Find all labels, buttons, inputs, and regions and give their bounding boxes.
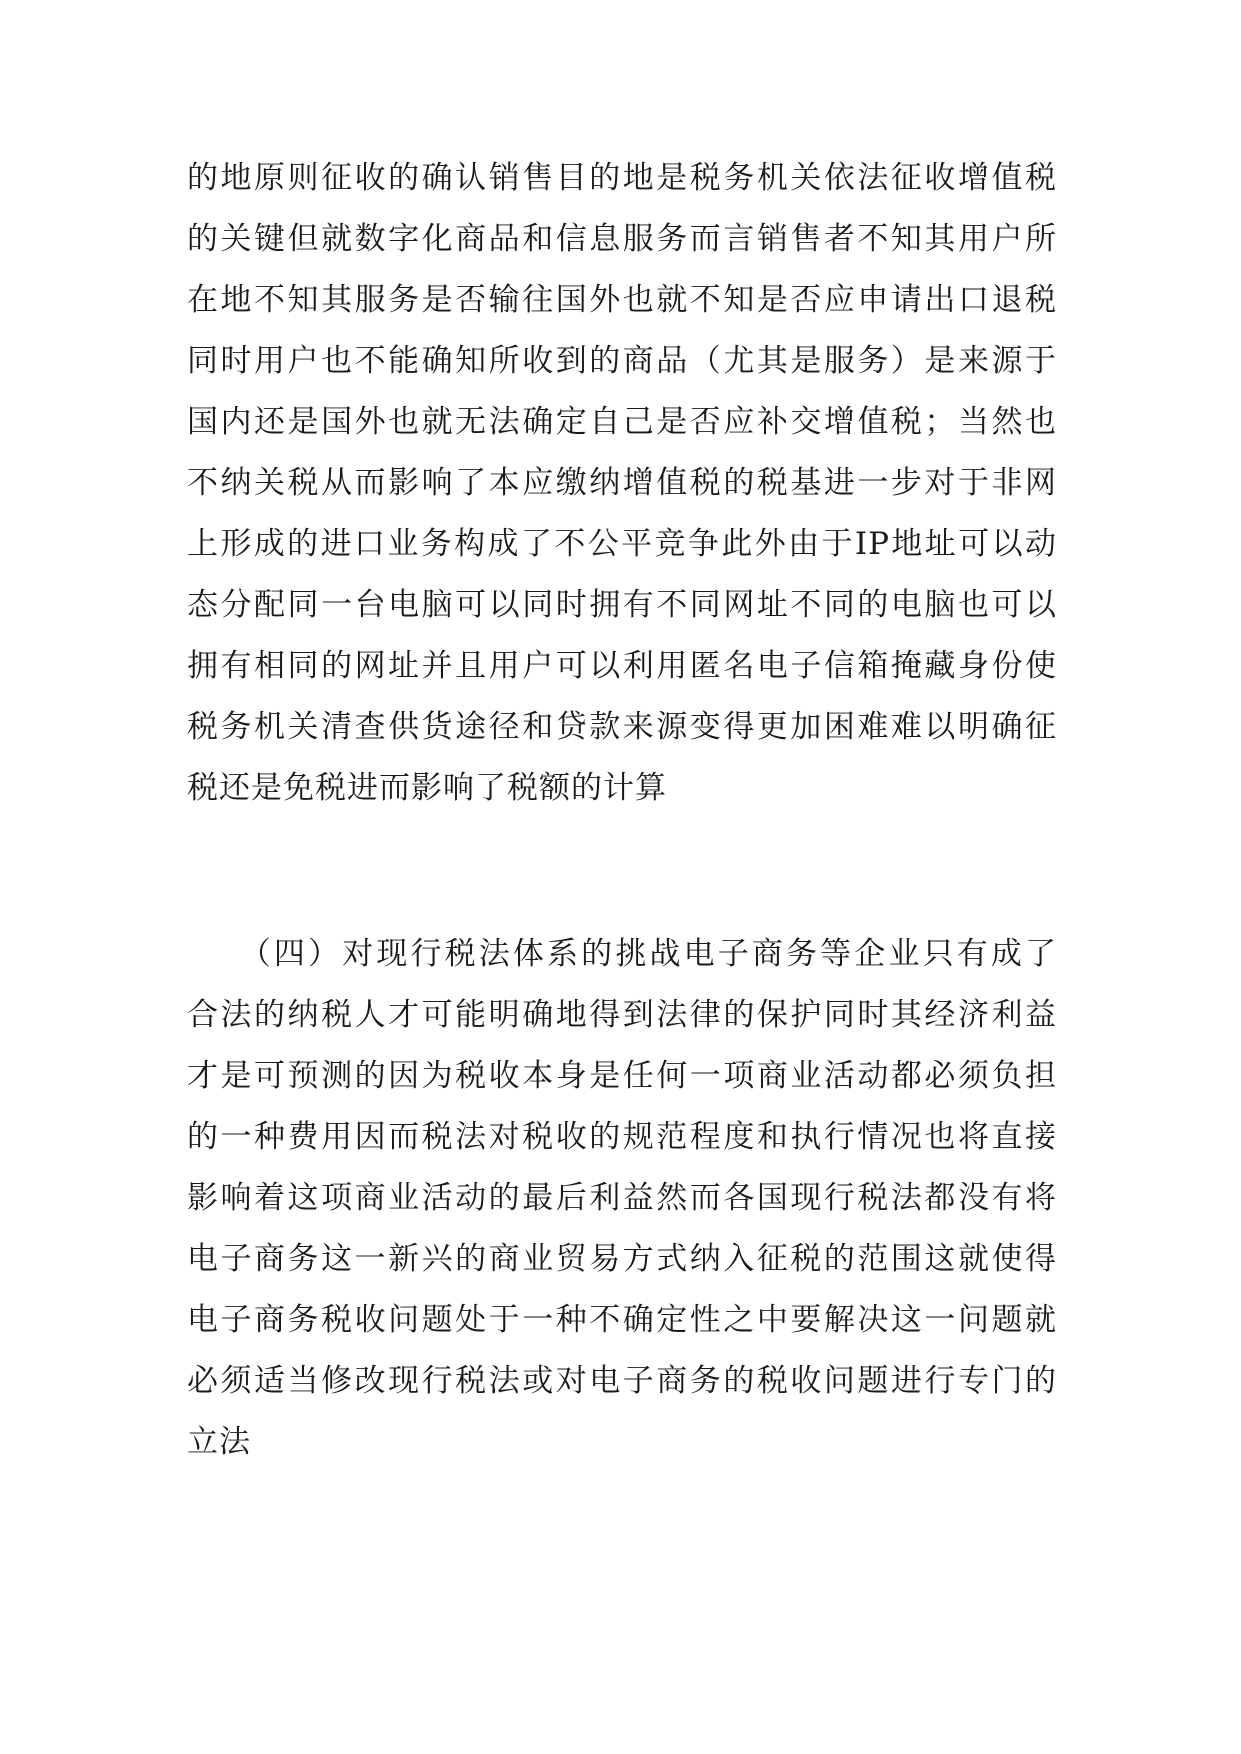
text-line: 合法的纳税人才可能明确地得到法律的保护同时其经济利益 <box>187 997 1057 1033</box>
text-line: 上形成的进口业务构成了不公平竞争此外由于IP地址可以动 <box>187 526 1057 562</box>
text-line: 的地原则征收的确认销售目的地是税务机关依法征收增值税 <box>187 160 1057 196</box>
text-line: 电子商务这一新兴的商业贸易方式纳入征税的范围这就使得 <box>187 1241 1057 1277</box>
text-line: 态分配同一台电脑可以同时拥有不同网址不同的电脑也可以 <box>187 587 1057 623</box>
text-line: 的关键但就数字化商品和信息服务而言销售者不知其用户所 <box>187 221 1057 257</box>
text-line: 拥有相同的网址并且用户可以利用匿名电子信箱掩藏身份使 <box>187 648 1057 684</box>
paragraph-tax-law-challenge <box>187 924 1057 1473</box>
text-line: 同时用户也不能确知所收到的商品（尤其是服务）是来源于 <box>187 343 1057 379</box>
text-line: 影响着这项商业活动的最后利益然而各国现行税法都没有将 <box>187 1180 1057 1216</box>
text-line: 才是可预测的因为税收本身是任何一项商业活动都必须负担 <box>187 1058 1057 1094</box>
paragraph-vat-destination <box>187 148 1057 819</box>
text-line: 立法 <box>187 1424 251 1460</box>
text-line: 国内还是国外也就无法确定自己是否应补交增值税；当然也 <box>187 404 1057 440</box>
text-line: （四）对现行税法体系的挑战电子商务等企业只有成了 <box>187 936 1057 972</box>
text-line: 税还是免税进而影响了税额的计算 <box>187 770 667 806</box>
text-line: 电子商务税收问题处于一种不确定性之中要解决这一问题就 <box>187 1302 1057 1338</box>
text-line: 在地不知其服务是否输往国外也就不知是否应申请出口退税 <box>187 282 1057 318</box>
text-line: 必须适当修改现行税法或对电子商务的税收问题进行专门的 <box>187 1363 1057 1399</box>
text-line: 税务机关清查供货途径和贷款来源变得更加困难难以明确征 <box>187 709 1057 745</box>
text-line: 不纳关税从而影响了本应缴纳增值税的税基进一步对于非网 <box>187 465 1057 501</box>
text-line: 的一种费用因而税法对税收的规范程度和执行情况也将直接 <box>187 1119 1057 1155</box>
